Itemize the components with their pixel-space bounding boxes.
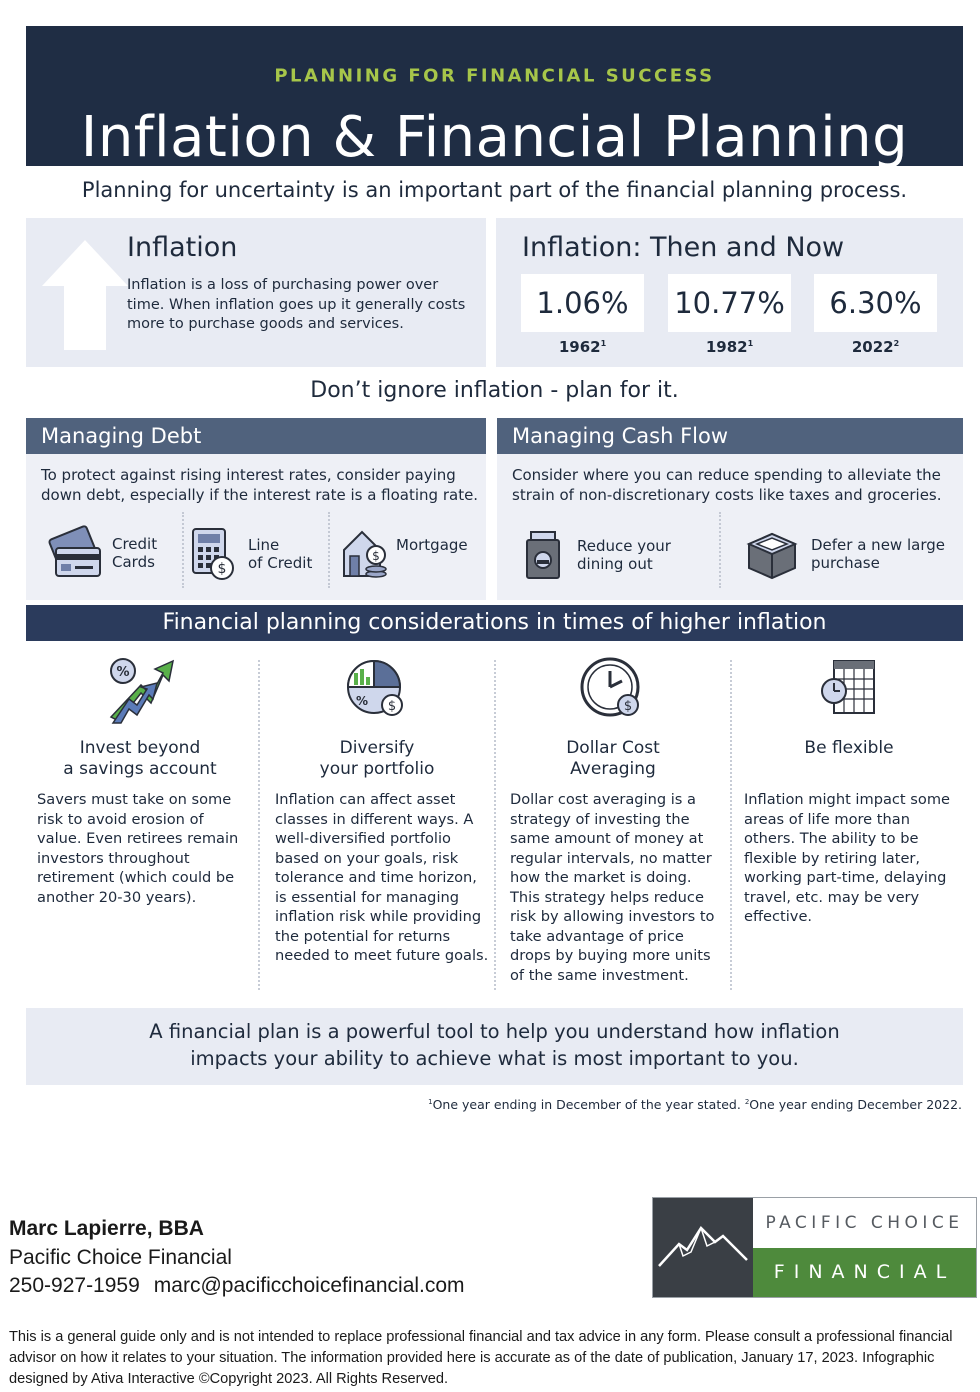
package-icon bbox=[743, 528, 801, 580]
company-name: Pacific Choice Financial bbox=[9, 1245, 232, 1269]
consideration-text: Dollar cost averaging is a strategy of investing the same amount of money at regular intervals, no matter how the market is doing. This strategy helps reduce risk by allowing investors to take advantage of price drops by buying more units of the same investment. bbox=[510, 791, 715, 984]
contact-block bbox=[9, 1215, 465, 1301]
inflation-title: Inflation bbox=[127, 232, 238, 263]
footnote: $^1$One year ending in December of the year stated. $^2$One year ending December 2022. bbox=[428, 1097, 962, 1112]
cashflow-item-dining bbox=[521, 528, 671, 582]
then-now-title: Inflation: Then and Now bbox=[522, 232, 845, 263]
consideration-text: Inflation can affect asset classes in different ways. A well-diversified portfolio based on your goals, risk tolerance and time horizon, is essential for managing inflation risk while providing the potential for returns needed to meet future goals. bbox=[275, 791, 489, 964]
growth-arrows-icon bbox=[105, 655, 175, 725]
summary-callout: A financial plan is a powerful tool to help you understand how inflation impacts your ability to achieve what is most important to you. bbox=[26, 1008, 963, 1085]
debt-item-mortgage bbox=[340, 528, 468, 580]
consideration-title: Dollar Cost Averaging bbox=[566, 738, 660, 779]
debt-item-label: Mortgage bbox=[396, 536, 468, 554]
tagline: Don’t ignore inflation - plan for it. bbox=[310, 378, 679, 403]
debt-item-credit-cards bbox=[46, 524, 157, 582]
company-logo bbox=[652, 1197, 977, 1298]
header-banner bbox=[26, 26, 963, 170]
managing-debt-text: To protect against rising interest rates, consider paying down debt, especially if the interest rate is a floating rate. bbox=[41, 466, 479, 504]
stat-1982-year: 1982$^1$ bbox=[705, 338, 754, 356]
disclaimer: This is a general guide only and is not intended to replace professional financial and tax advice in any form. Please consult a professional financial advisor on how it relates to your situation. The information provided here is accurate as of the date of publication, January 17, 2023. Infographic designed by Ativa Interactive ©Copyright 2023. All Rights Reserved. bbox=[9, 1329, 953, 1387]
svg-text:%: % bbox=[116, 665, 130, 680]
stat-2022-year: 2022$^2$ bbox=[851, 338, 900, 356]
consideration-title: Diversify your portfolio bbox=[319, 738, 435, 779]
managing-cash-flow-card bbox=[497, 454, 963, 600]
consideration-invest bbox=[24, 650, 256, 992]
consideration-dollar-cost bbox=[497, 650, 729, 992]
clock-dollar-icon bbox=[580, 655, 646, 721]
svg-text:$: $ bbox=[372, 549, 380, 563]
svg-text:$: $ bbox=[623, 699, 633, 714]
page-title: Inflation & Financial Planning bbox=[80, 105, 909, 170]
debt-item-line-of-credit bbox=[190, 526, 312, 582]
stat-1962-value: 1.06% bbox=[521, 274, 644, 332]
pie-chart-icon bbox=[344, 655, 410, 721]
advisor-name: Marc Lapierre, BBA bbox=[9, 1217, 204, 1240]
debt-item-label: Line of Credit bbox=[248, 536, 313, 572]
managing-debt-card bbox=[26, 454, 486, 600]
house-dollar-icon bbox=[340, 528, 388, 580]
header-kicker: PLANNING FOR FINANCIAL SUCCESS bbox=[274, 65, 715, 87]
email-link[interactable]: marc@pacificchoicefinancial.com bbox=[153, 1274, 465, 1297]
inflation-panel bbox=[26, 218, 486, 367]
cashflow-item-defer bbox=[743, 528, 945, 580]
stat-1962-year: 1962$^1$ bbox=[558, 338, 607, 356]
consideration-text: Savers must take on some risk to avoid erosion of value. Even retirees remain investors throughout retirement (which could be another 20-30 years). bbox=[37, 791, 239, 906]
consideration-title: Invest beyond a savings account bbox=[63, 738, 217, 779]
svg-text:$: $ bbox=[217, 561, 227, 577]
up-arrow-icon bbox=[40, 238, 130, 350]
intro-text: Planning for uncertainty is an important part of the financial planning process. bbox=[81, 178, 908, 202]
calendar-clock-icon bbox=[818, 655, 880, 721]
phone-number[interactable]: 250-927-1959 bbox=[9, 1274, 140, 1297]
logo-mark bbox=[653, 1198, 753, 1297]
svg-text:$: $ bbox=[387, 699, 397, 714]
consideration-flexible bbox=[733, 650, 965, 992]
managing-cash-flow-text: Consider where you can reduce spending to alleviate the strain of non-discretionary costs like taxes and groceries. bbox=[512, 466, 942, 504]
credit-card-icon bbox=[46, 524, 104, 582]
stat-2022-value: 6.30% bbox=[814, 274, 937, 332]
logo-line2: FINANCIAL bbox=[753, 1248, 976, 1297]
mountain-logo-icon bbox=[653, 1198, 753, 1297]
takeout-bag-icon bbox=[521, 528, 565, 582]
managing-debt-header: Managing Debt bbox=[26, 418, 486, 454]
debt-item-label: Credit Cards bbox=[112, 535, 158, 571]
calculator-icon bbox=[190, 526, 240, 582]
consideration-text: Inflation might impact some areas of life more than others. The ability to be flexible by retiring later, working part-time, delaying travel, etc. may be very effective. bbox=[744, 791, 951, 925]
cashflow-item-label: Defer a new large purchase bbox=[811, 536, 945, 572]
logo-line1: PACIFIC CHOICE bbox=[753, 1198, 976, 1248]
svg-text:%: % bbox=[355, 694, 369, 708]
managing-cash-flow-header: Managing Cash Flow bbox=[497, 418, 963, 454]
inflation-text: Inflation is a loss of purchasing power over time. When inflation goes up it generally costs more to purchase goods and services. bbox=[127, 277, 466, 332]
then-now-panel bbox=[496, 218, 963, 367]
cashflow-item-label: Reduce your dining out bbox=[577, 537, 671, 573]
consideration-diversify bbox=[261, 650, 493, 992]
consideration-title: Be flexible bbox=[804, 738, 894, 758]
stat-1982-value: 10.77% bbox=[668, 274, 791, 332]
considerations-banner: Financial planning considerations in times of higher inflation bbox=[26, 605, 963, 641]
